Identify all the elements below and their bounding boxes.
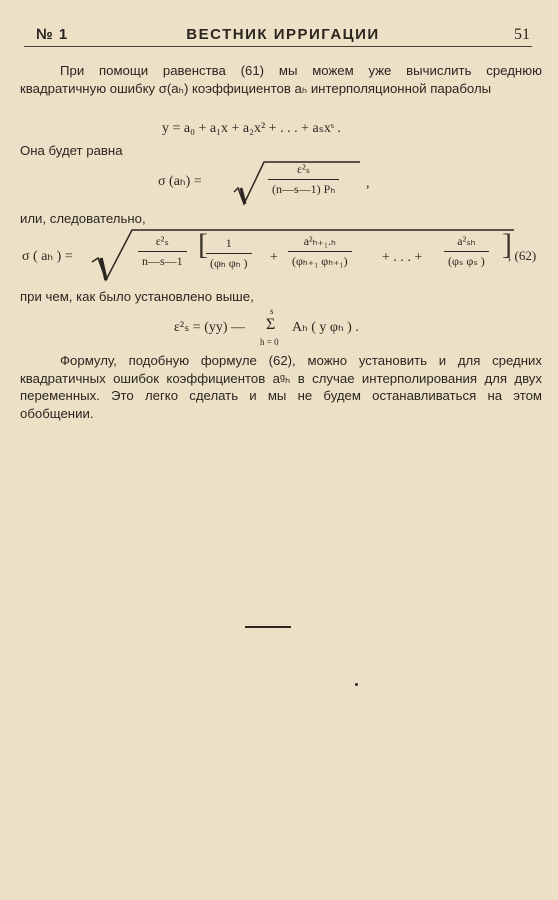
sum-symbol: Σ [266,316,276,333]
formula-parabola: y = a₀ + a₁x + a₂x² + . . . + aₛxˢ . [162,121,341,136]
term-2-numerator: a²ₕ₊₁.ₕ [288,234,352,252]
text-line-4: при чем, как было установлено выше, [20,289,254,304]
paragraph-1: При помощи равенства (61) мы можем уже вычислить среднюю квадратичную ошибку σ(aₕ) коэффициентов aₕ интерполяционной параболы [20,63,542,96]
ellipsis-plus: + . . . + [382,250,423,265]
formula-2-term-2 [288,234,352,269]
page-header [36,24,530,46]
issue-number: № 1 [36,26,69,43]
formula-3-rhs: Aₕ ( y φₕ ) . [292,320,359,335]
formula-1-lhs: σ (aₕ) = [158,174,202,189]
formula-2-term-1 [206,236,252,271]
formula-1-denominator: (n—s—1) Pₕ [272,182,336,196]
formula-3-lhs: ε²ₛ = (yy) — [174,320,246,335]
formula-1-fraction [268,162,339,197]
text-line-3: или, следовательно, [20,211,146,226]
sum-upper-limit: s [270,306,274,316]
right-bracket: ] [502,228,512,261]
equation-label-62: , (62) [508,248,537,263]
term-3-denominator: (φₛ φₛ ) [448,254,485,268]
header-rule [24,46,532,47]
end-rule [245,626,291,628]
formula-2-numerator: ε²ₛ [138,234,187,252]
term-3-numerator: a²ₛₕ [444,234,489,252]
formula-2-term-3 [444,234,489,269]
formula-1-tail: , [366,176,370,191]
term-1-numerator: 1 [206,236,252,254]
plus-sign: + [270,250,278,265]
journal-title: ВЕСТНИК ИРРИГАЦИИ [186,26,380,43]
paragraph-2: Формулу, подобную формуле (62), можно установить и для средних квадратичных ошибок коэффициентов aᵍₕ в случае интерполирования для двух переменных. Это легко сделать и мы не будем останавливаться на этом обобщении. [20,353,542,421]
page-number: 51 [514,26,530,43]
formula-2-lhs: σ ( aₕ ) = [22,249,73,264]
formula-1 [158,172,202,192]
left-bracket: [ [198,228,208,261]
term-2-denominator: (φₕ₊₁ φₕ₊₁) [292,254,348,268]
formula-1-numerator: ε²ₛ [268,162,339,180]
formula-2-denominator: n—s—1 [142,254,183,268]
sum-lower-limit: h = 0 [260,337,279,347]
text-line-2: Она будет равна [20,143,123,158]
term-1-denominator: (φₕ φₕ ) [210,256,248,270]
formula-2-outer-fraction [138,234,187,269]
print-speck [355,683,358,686]
